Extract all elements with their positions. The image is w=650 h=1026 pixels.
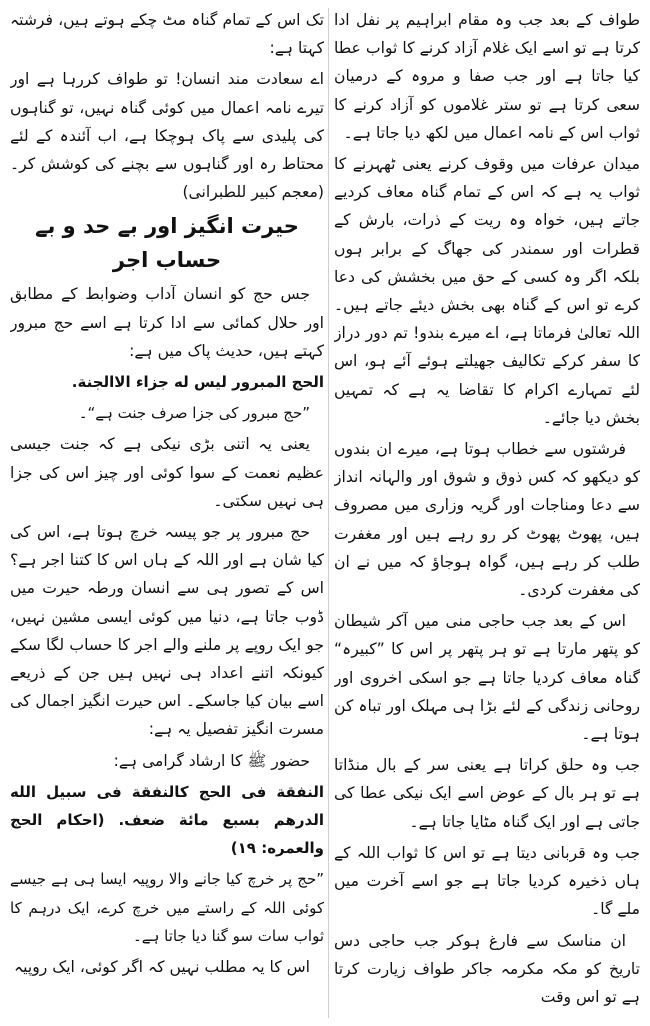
paragraph-tawaf-reward: طواف کے بعد جب وہ مقام ابراہیم پر نفل ادا کرتا ہے تو اسے ایک غلام آزاد کرنے کا ثواب عطا کیا جاتا ہے اور جب صفا و مروہ کے درمیان سعی کرتا ہے تو ستر غلاموں کو آزاد کرنے کا ثواب اس کے نامہ اعمال میں لکھ دیا جاتا ہے۔ [334, 11, 640, 142]
hadith-translation: ”حج مبرور کی جزا صرف جنت ہے“۔ [78, 404, 310, 423]
paragraph-halq-reward: جب وہ حلق کراتا ہے یعنی سر کے بال منڈاتا ہے تو ہر بال کے عوض اسے ایک نیکی عطا کی جاتی ہے اور ایک گناہ مٹایا جاتا ہے۔ [334, 756, 640, 831]
right-column [334, 6, 640, 1024]
paragraph-prophet-saying: حضور ﷺ کا ارشاد گرامی ہے: [113, 751, 310, 770]
spending-hadith-translation: ”حج پر خرچ کیا جانے والا روپیہ ایسا ہی ہے جیسے کوئی اللہ کے راستے میں خرچ کرے، ایک درہم کا ثواب سات سو گنا دیا جاتا ہے۔ [10, 870, 324, 945]
paragraph-stoning-reward: اس کے بعد جب حاجی منی میں آکر شیطان کو پتھر مارتا ہے تو ہر پتھر پر اس کا ”کبیرہ“ گناہ معاف کردیا جاتا ہے جو اسکی اخروی اور روحانی زندگی کے لئے بڑا ہی مہلک اور تباہ کن ہوتا ہے۔ [334, 612, 640, 744]
left-column [10, 6, 324, 1024]
paragraph-spending-reward: حج مبرور پر جو پیسہ خرچ ہوتا ہے، اس کی کیا شان ہے اور اللہ کے ہاں اس کا کتنا اجر ہے؟ اس کے تصور ہی سے انسان ورطہ حیرت میں ڈوب جاتا ہے، دنیا میں کوئی ایسی مشین نہیں، جو ایک روپے پر ملنے والے اجر کا حساب لگا سکے کیونکہ اتنے اعداد ہی نہیں ہیں جن کے ذریعے اسے بیان کیا جاسکے۔ اس حیرت انگیز اجمال کی مسرت انگیز تفصیل یہ ہے: [10, 523, 324, 739]
paragraph-meaning: اس کا یہ مطلب نہیں کہ اگر کوئی، ایک روپیہ [14, 958, 310, 977]
section-heading: حیرت انگیز اور بے حد و بے حساب اجر [35, 214, 299, 273]
arabic-spending-hadith: النفقة فى الحج كالنفقة فى سبيل الله الدرهم بسبع مائة ضعف. (احكام الحج والعمره: ١٩) [10, 782, 324, 858]
paragraph-angel-speech: اے سعادت مند انسان! تو طواف کررہا ہے اور تیرے نامہ اعمال میں کوئی گناہ نہیں، تو گناہوں کی پلیدی سے پاک ہوچکا ہے، اب آئندہ کے لئے محتاط رہ اور گناہوں سے بچنے کی کوشش کر۔ (معجم کبیر للطبرانی) [10, 70, 324, 202]
paragraph-continuation: تک اس کے تمام گناہ مٹ چکے ہوتے ہیں، فرشتہ کہتا ہے: [10, 11, 324, 58]
paragraph-angels-address: فرشتوں سے خطاب ہوتا ہے، میرے ان بندوں کو دیکھو کہ کس ذوق و شوق اور والہانہ انداز سے دعا ومناجات اور گریہ وزاری میں مصروف ہیں، پھوٹ پھوٹ کر رو رہے ہیں اور مغفرت طلب کر رہے ہیں، گواہ ہوجاؤ کہ میں نے ان کی مغفرت کردی۔ [334, 440, 640, 600]
arabic-hadith-quote: الحج المبرور ليس له جزاء الاالجنة. [71, 373, 324, 392]
column-divider [328, 8, 329, 1018]
paragraph-great-deed: یعنی یہ اتنی بڑی نیکی ہے کہ جنت جیسی عظیم نعمت کے سوا کوئی اور چیز اس کی جزا ہی نہیں سکتی۔ [10, 435, 324, 510]
paragraph-arafat-reward: میدان عرفات میں وقوف کرنے یعنی ٹھہرنے کا ثواب یہ ہے کہ اس کے تمام گناہ معاف کردیے جاتے ہیں، خواہ وہ ریت کے ذرات، بارش کے قطرات اور سمندر کی جھاگ کے برابر ہوں بلکہ اگر وہ کسی کے حق میں بخشش کی دعا کرے تو اس کے گناہ بھی بخش دیئے جاتے ہیں۔ اللہ تعالیٰ فرماتا ہے، اے میرے بندو! تم دور دراز کا سفر کرکے تکالیف جھیلتے ہوئے آئے ہو، اس لئے تمہارے اکرام کا تقاضا یہ ہے کہ تمہیں بخش دیا جائے۔ [334, 155, 640, 427]
paragraph-tawaf-ziyarat: ان مناسک سے فارغ ہوکر جب حاجی دس تاریخ کو مکہ مکرمہ جاکر طواف زیارت کرتا ہے تو اس وقت [334, 931, 640, 1006]
paragraph-qurbani-reward: جب وہ قربانی دیتا ہے تو اس کا ثواب اللہ کے ہاں ذخیرہ کردیا جاتا ہے جو اسے آخرت میں ملے گا۔ [334, 843, 640, 919]
paragraph-hajj-mabroor: جس حج کو انسان آداب وضوابط کے مطابق اور حلال کمائی سے ادا کرتا ہے اسے حج مبرور کہتے ہیں، حدیث پاک میں ہے: [10, 285, 324, 360]
